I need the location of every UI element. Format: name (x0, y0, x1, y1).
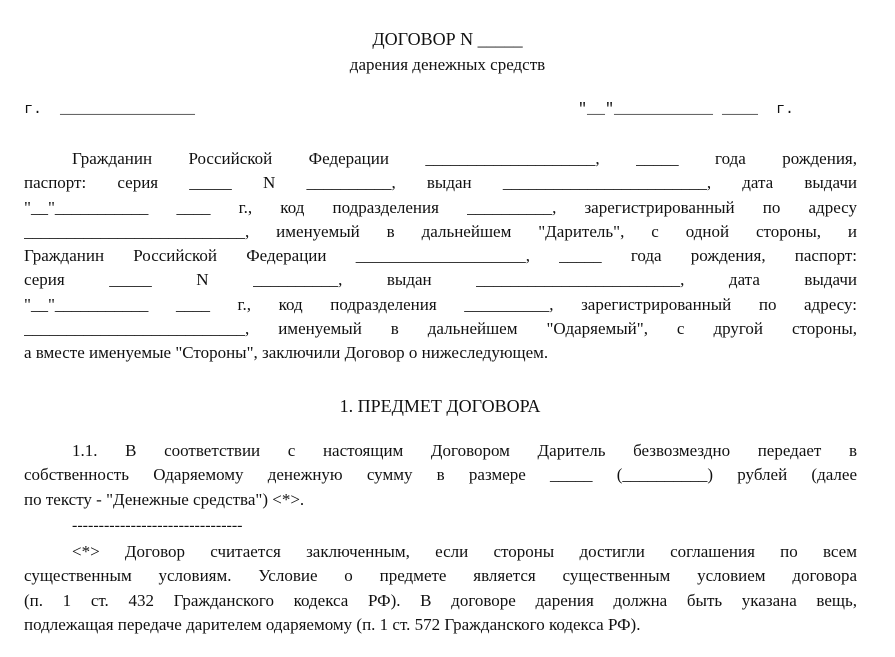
paragraph-line: "__"___________ ____ г., код подразделения __________, зарегистрированный по адресу (24, 197, 857, 217)
paragraph-line: существенным условиям. Условие о предмете является существенным условием договора (24, 566, 857, 586)
paragraph-line: по тексту - "Денежные средства") <*>. (24, 489, 305, 509)
paragraph-line: паспорт: серия _____ N __________, выдан ________________________, дата выдачи (24, 173, 857, 193)
date-line: "__"___________ ____ г. (578, 101, 795, 118)
paragraph-line: 1.1. В соответствии с настоящим Договором Даритель безвозмездно передает в (72, 441, 857, 460)
paragraph-line: собственность Одаряемому денежную сумму в размере _____ (__________) рублей (далее (24, 465, 857, 485)
section-title: 1. ПРЕДМЕТ ДОГОВОРА (339, 396, 541, 416)
document-subtitle: дарения денежных средств (349, 55, 546, 74)
place-line: г. _______________ (24, 101, 196, 118)
paragraph-line: Гражданин Российской Федерации ____________________, _____ года рождения, паспорт: (24, 246, 857, 266)
document-title: ДОГОВОР N _____ (372, 29, 523, 49)
paragraph-line: подлежащая передаче дарителем одаряемому (п. 1 ст. 572 Гражданского кодекса РФ). (24, 614, 641, 634)
paragraph-line: серия _____ N __________, выдан ________________________, дата выдачи (24, 270, 857, 290)
paragraph-line: __________________________, именуемый в дальнейшем "Даритель", с одной стороны, и (24, 221, 857, 241)
paragraph-line: __________________________, именуемый в дальнейшем "Одаряемый", с другой стороны, (24, 319, 857, 339)
parties-paragraph (24, 147, 857, 366)
footnote (24, 540, 857, 637)
paragraph-line: <*> Договор считается заключенным, если стороны достигли соглашения по всем (72, 542, 857, 561)
paragraph-line: "__"___________ ____ г., код подразделения __________, зарегистрированный по адресу: (24, 294, 857, 314)
footnote-separator: -------------------------------- (72, 517, 243, 534)
paragraph-line: а вместе именуемые "Стороны", заключили Договор о нижеследующем. (24, 343, 549, 363)
paragraph-line: (п. 1 ст. 432 Гражданского кодекса РФ). В договоре дарения должна быть указана вещь, (24, 590, 857, 610)
clause-1-1 (24, 439, 857, 512)
paragraph-line: Гражданин Российской Федерации ____________________, _____ года рождения, (72, 149, 857, 168)
